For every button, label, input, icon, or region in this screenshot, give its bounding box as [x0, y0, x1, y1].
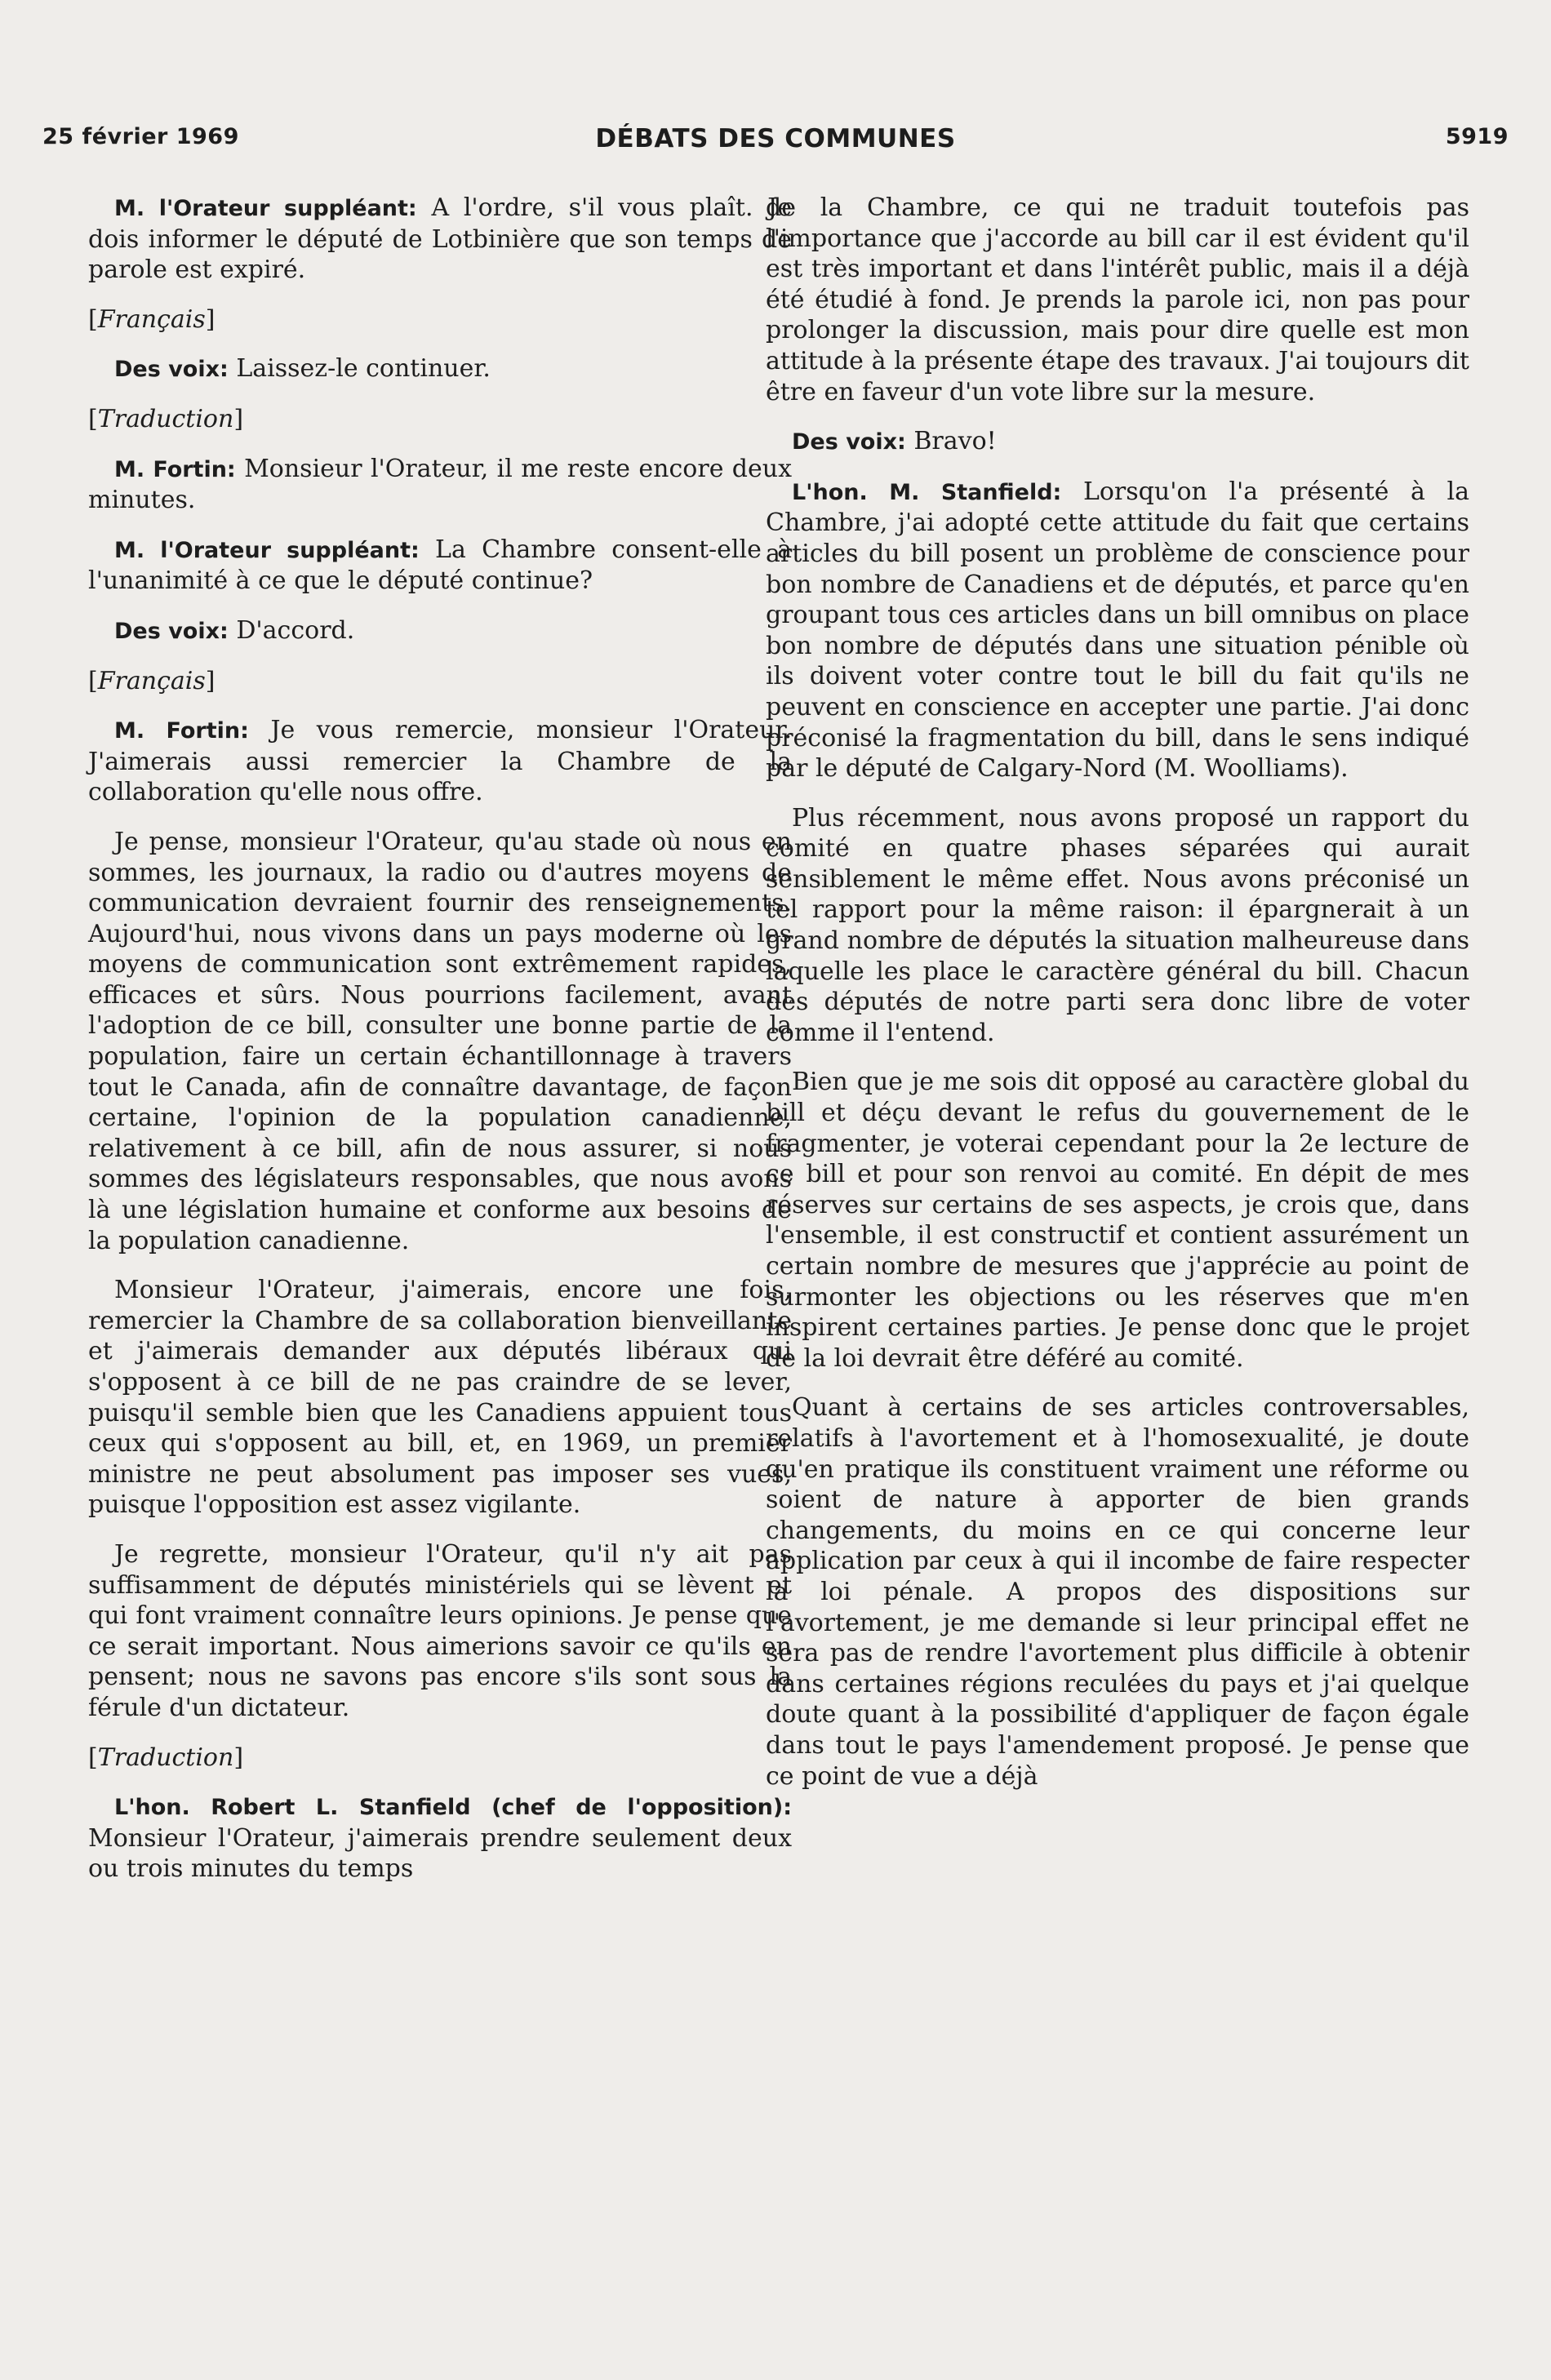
body-paragraph: de la Chambre, ce qui ne traduit toutefois pas l'importance que j'accorde au bill car il est évident qu'il est très important et dans l'intérêt public, mais il a déjà été étudié à fond. Je prends la parole ici, non pas pour prolonger la discussion, mais pour dire quelle est mon attitude à la présente étape des travaux. J'ai toujours dit être en faveur d'un vote libre sur la mesure. — [766, 193, 1469, 406]
left-column — [88, 193, 792, 1885]
speech-text: Lorsqu'on l'a présenté à la Chambre, j'ai adopté cette attitude du fait que certains articles du bill posent un problème de conscience pour bon nombre de Canadiens et de députés, et parce qu'en groupant tous ces articles dans un bill omnibus on place bon nombre de députés dans une situation pénible où ils doivent voter contre tout le bill du fait qu'ils ne peuvent en conscience en accepter une partie. J'ai donc préconisé la fragmentation du bill, dans le sens indiqué par le député de Calgary-Nord (M. Woolliams). — [766, 477, 1469, 784]
speech-paragraph — [88, 454, 792, 516]
speaker-name: M. Fortin: — [114, 456, 236, 482]
body-paragraph: Quant à certains de ses articles controversables, relatifs à l'avortement et à l'homosexualité, je doute qu'en pratique ils constituent vraiment une réforme ou soient de nature à apporter de bien grands changements, du moins en ce qui concerne leur application par ceux à qui il incombe de faire respecter la loi pénale. A propos des dispositions sur l'avortement, je me demande si leur principal effet ne sera pas de rendre l'avortement plus difficile à obtenir dans certaines régions reculées du pays et j'ai quelque doute quant à la possibilité d'appliquer de façon égale dans tout le pays l'amendement proposé. Je pense que ce point de vue a déjà — [766, 1393, 1469, 1791]
language-tag: [Français] — [88, 304, 216, 334]
body-paragraph: Monsieur l'Orateur, j'aimerais, encore une fois, remercier la Chambre de sa collaboration bienveillante et j'aimerais demander aux députés libéraux qui s'opposent à ce bill de ne pas craindre de se lever, puisqu'il semble bien que les Canadiens appuient tous ceux qui s'opposent au bill, et, en 1969, un premier ministre ne peut absolument pas imposer ses vues, puisque l'opposition est assez vigilante. — [88, 1276, 792, 1520]
speech-paragraph — [88, 615, 792, 647]
language-tag: [Traduction] — [88, 1743, 244, 1772]
language-tag-text: Français — [97, 666, 206, 695]
language-tag: [Français] — [88, 666, 216, 695]
speech-paragraph — [766, 426, 1469, 458]
speech-paragraph — [88, 715, 792, 808]
language-tag-text: Français — [97, 304, 206, 334]
speaker-name: L'hon. Robert L. Stanfield (chef de l'opposition): — [114, 1795, 792, 1821]
speech-paragraph — [88, 353, 792, 385]
header-title: DÉBATS DES COMMUNES — [595, 124, 956, 153]
speech-text: A l'ordre, s'il vous plaît. Je dois informer le député de Lotbinière que son temps de parole est expiré. — [88, 193, 792, 285]
speech-text: Bravo! — [905, 427, 997, 456]
speech-text: D'accord. — [228, 615, 355, 645]
header-date: 25 février 1969 — [42, 124, 239, 149]
speech-paragraph — [766, 477, 1469, 784]
speaker-name: L'hon. M. Stanfield: — [792, 479, 1062, 505]
page-header — [42, 124, 1509, 157]
speaker-name: M. l'Orateur suppléant: — [114, 537, 420, 563]
body-paragraph: Bien que je me sois dit opposé au caractère global du bill et déçu devant le refus du gouvernement de le fragmenter, je voterai cependant pour la 2e lecture de ce bill et pour son renvoi au comité. En dépit de mes réserves sur certains de ses aspects, je crois que, dans l'ensemble, il est constructif et contient assurément un certain nombre de mesures que j'apprécie au point de surmonter les objections ou les réserves que m'en inspirent certaines parties. Je pense donc que le projet de la loi devrait être déféré au comité. — [766, 1068, 1469, 1373]
speech-text: Monsieur l'Orateur, j'aimerais prendre seulement deux ou trois minutes du temps — [88, 1823, 792, 1884]
body-paragraph: Je pense, monsieur l'Orateur, qu'au stade où nous en sommes, les journaux, la radio ou d'autres moyens de communication devraient fournir des renseignements. Aujourd'hui, nous vivons dans un pays moderne où les moyens de communication sont extrêmement rapides, efficaces et sûrs. Nous pourrions facilement, avant l'adoption de ce bill, consulter une bonne partie de la population, faire un certain échantillonnage à travers tout le Canada, afin de connaître davantage, de façon certaine, l'opinion de la population canadienne, relativement à ce bill, afin de nous assurer, si nous sommes des législateurs responsables, que nous avons là une législation humaine et conforme aux besoins de la population canadienne. — [88, 827, 792, 1255]
speech-text: La Chambre consent-elle à l'unanimité à ce que le député continue? — [88, 535, 792, 596]
speech-text: Monsieur l'Orateur, il me reste encore deux minutes. — [88, 454, 792, 515]
language-tag: [Traduction] — [88, 404, 244, 433]
body-paragraph: Je regrette, monsieur l'Orateur, qu'il n'y ait pas suffisamment de députés ministériels qui se lèvent et qui font vraiment connaître leurs opinions. Je pense que ce serait important. Nous aimerions savoir ce qu'ils en pensent; nous ne savons pas encore s'ils sont sous la férule d'un dictateur. — [88, 1539, 792, 1722]
language-tag-text: Traduction — [97, 404, 234, 433]
body-paragraph: Plus récemment, nous avons proposé un rapport du comité en quatre phases séparées qui aurait sensiblement le même effet. Nous avons préconisé un tel rapport pour la même raison: il épargnerait à un grand nombre de députés la situation malheureuse dans laquelle les place le caractère général du bill. Chacun des députés de notre parti sera donc libre de voter comme il l'entend. — [766, 803, 1469, 1047]
language-tag-text: Traduction — [97, 1743, 234, 1772]
speaker-name: Des voix: — [114, 357, 229, 383]
speech-paragraph — [88, 193, 792, 286]
right-column — [766, 193, 1469, 1792]
speaker-name: Des voix: — [114, 618, 229, 644]
speech-paragraph — [88, 1792, 792, 1885]
speaker-name: M. l'Orateur suppléant: — [114, 196, 417, 221]
speech-paragraph — [88, 535, 792, 597]
speaker-name: M. Fortin: — [114, 718, 249, 744]
page-number: 5919 — [1445, 124, 1509, 149]
speaker-name: Des voix: — [792, 429, 906, 455]
speech-text: Je vous remercie, monsieur l'Orateur. J'aimerais aussi remercier la Chambre de la collaboration qu'elle nous offre. — [88, 716, 793, 807]
speech-text: Laissez-le continuer. — [228, 354, 491, 384]
